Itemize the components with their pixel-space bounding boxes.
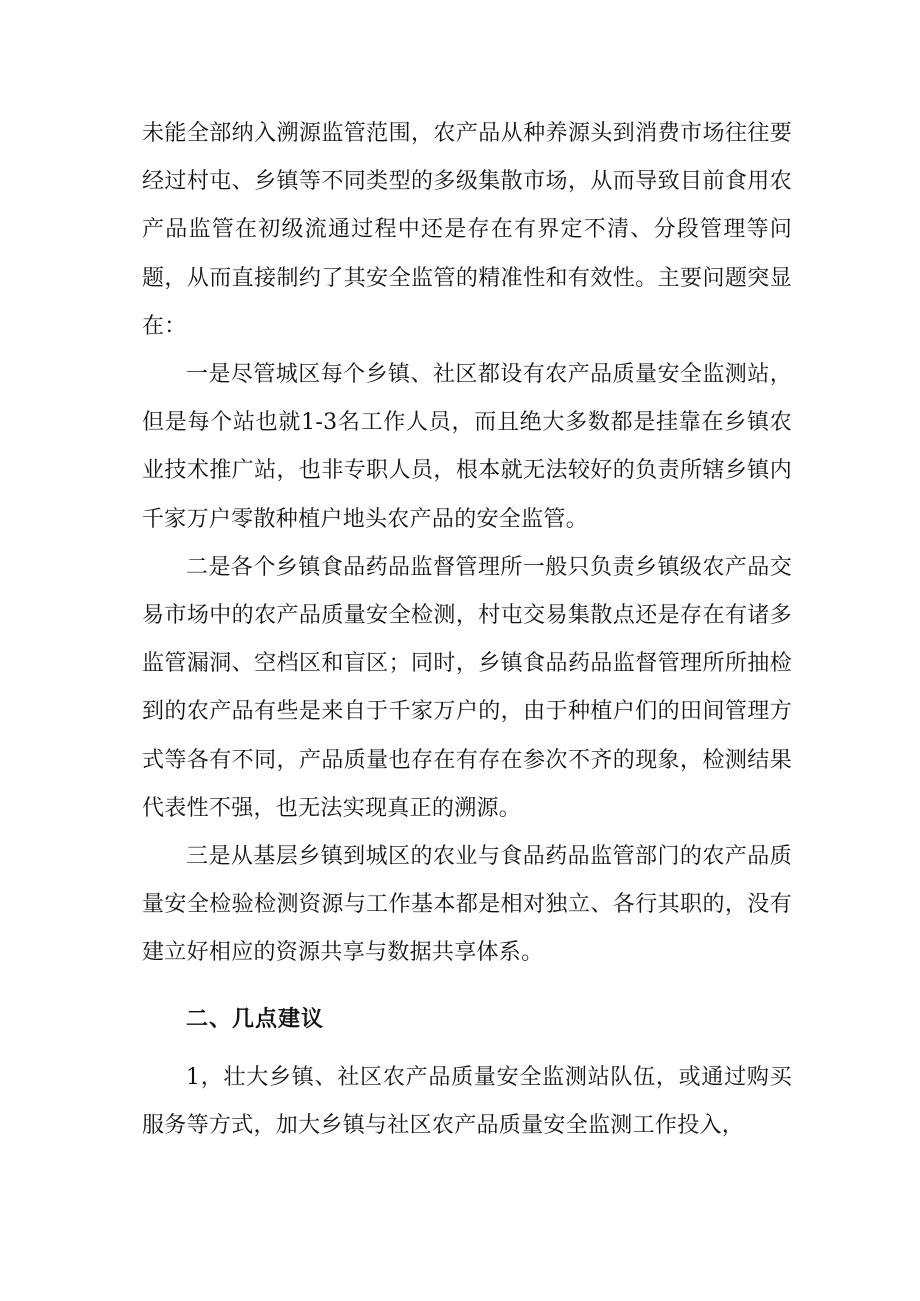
point-three-paragraph: 三是从基层乡镇到城区的农业与食品药品监管部门的农产品质量安全检验检测资源与工作基本都是相对独立、各行其职的，没有建立好相应的资源共享与数据共享体系。 [142, 844, 792, 966]
suggestion-one-paragraph: 1，壮大乡镇、社区农产品质量安全监测站队伍，或通过购买服务等方式，加大乡镇与社区农产品质量安全监测工作投入， [142, 1064, 792, 1138]
intro-paragraph: 未能全部纳入溯源监管范围，农产品从种养源头到消费市场往往要经过村屯、乡镇等不同类型的多级集散市场，从而导致目前食用农产品监管在初级流通过程中还是存在有界定不清、分段管理等问题，从而直接制约了其安全监管的精准性和有效性。主要问题突显在： [142, 121, 792, 339]
document-body [142, 110, 792, 1150]
section-heading: 二、几点建议 [186, 1006, 325, 1032]
point-one-paragraph: 一是尽管城区每个乡镇、社区都设有农产品质量安全监测站，但是每个站也就1-3名工作人员，而且绝大多数都是挂靠在乡镇农业技术推广站，也非专职人员，根本就无法较好的负责所辖乡镇内千家万户零散种植户地头农产品的安全监管。 [142, 362, 792, 532]
point-two-paragraph: 二是各个乡镇食品药品监督管理所一般只负责乡镇级农产品交易市场中的农产品质量安全检测，村屯交易集散点还是存在有诸多监管漏洞、空档区和盲区；同时，乡镇食品药品监督管理所所抽检到的农产品有些是来自于千家万户的，由于种植户们的田间管理方式等各有不同，产品质量也存在有存在参次不齐的现象，检测结果代表性不强，也无法实现真正的溯源。 [142, 554, 792, 821]
